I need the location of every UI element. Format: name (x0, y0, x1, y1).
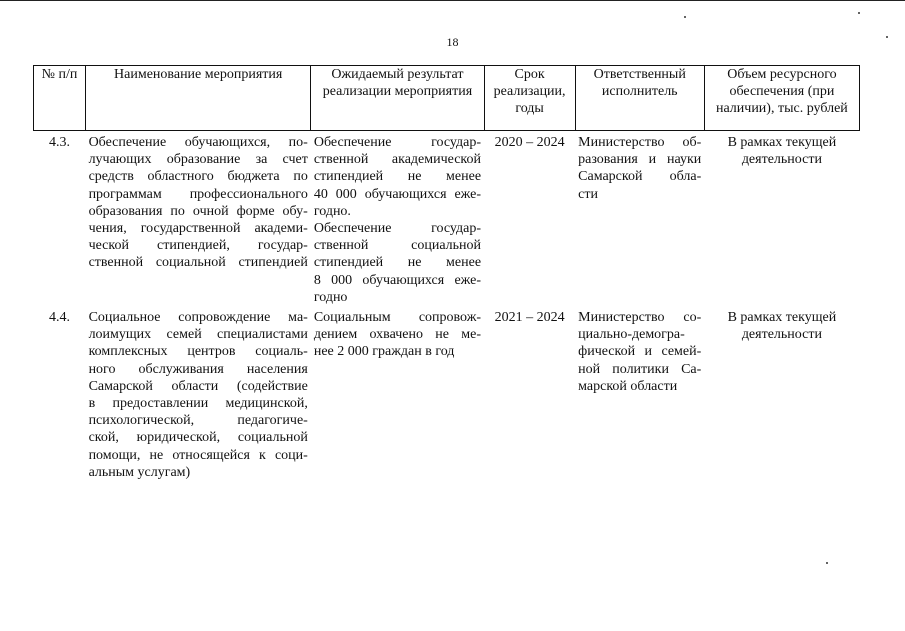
scan-speck (858, 12, 860, 14)
text-line: Обеспечение государ- (313, 135, 482, 150)
text-line: ного обслуживания населения (88, 361, 308, 377)
text-line: ной политики Са- (578, 361, 702, 377)
text-line: чения, государственной академи- (88, 221, 308, 237)
page-number: 18 (446, 35, 459, 49)
text-line: альным услугам) (88, 464, 191, 480)
text-line: фической и семей- (578, 344, 702, 360)
text-line: годно (313, 289, 348, 305)
text-line: комплексных центров социаль- (88, 344, 308, 360)
text-line: в предоставлении медицинской, (88, 396, 308, 412)
text-line: ственной социальной стипендией (88, 255, 308, 271)
row-result (311, 306, 484, 481)
text-line: помощи, не относящейся к соци- (88, 447, 308, 463)
row-name (86, 306, 311, 481)
text-line: деятельности (741, 327, 822, 343)
text-line: ской, юридической, социальной (88, 430, 308, 446)
table-row (34, 131, 860, 307)
row-resources (704, 306, 859, 481)
text-line: ственной академической (313, 152, 482, 168)
text-line: деятельности (741, 152, 822, 168)
header-term: Срок реализации, годы (484, 66, 575, 131)
row-number: 4.3. (49, 135, 71, 150)
text-line: образования по очной форме обу- (88, 203, 308, 219)
table-row (34, 306, 860, 481)
text-line: сти (578, 186, 598, 202)
row-resources (704, 131, 859, 307)
row-executor (575, 131, 704, 307)
text-line: Обеспечение государ- (313, 221, 482, 237)
text-line: В рамках текущей (727, 310, 837, 326)
text-line: ческой стипендией, государ- (88, 238, 308, 254)
text-line: лучающих образование за счет (88, 152, 308, 168)
text-line: годно. (313, 203, 351, 219)
text-line: марской области (578, 378, 678, 394)
text-line: Самарской обла- (578, 169, 702, 185)
text-line: Социальным сопровож- (313, 310, 482, 326)
row-executor (575, 306, 704, 481)
text-line: Министерство со- (578, 310, 702, 326)
text-line: средств областного бюджета по (88, 169, 308, 185)
text-line: циально-демогра- (578, 327, 685, 343)
header-executor: Ответственный исполнитель (575, 66, 704, 131)
text-line: Социальное сопровождение ма- (88, 310, 308, 326)
header-number: № п/п (34, 66, 86, 131)
text-line: Министерство об- (578, 135, 702, 150)
text-line: стипендией не менее (313, 169, 482, 185)
row-result (311, 131, 484, 307)
text-line: дением охвачено не ме- (313, 327, 482, 343)
text-line: 40 000 обучающихся еже- (313, 186, 482, 202)
text-line: разования и науки (578, 152, 702, 168)
row-number: 4.4. (49, 310, 71, 326)
text-line: лоимущих семей специалистами (88, 327, 308, 343)
text-line: ственной социальной (313, 238, 482, 254)
text-line: Самарской области (содействие (88, 378, 308, 394)
text-line: программам профессионального (88, 186, 308, 202)
measures-table (33, 65, 860, 481)
table-header-row (34, 66, 860, 131)
header-resources: Объем ресурсного обеспечения (при наличии), тыс. рублей (704, 66, 859, 131)
text-line: Обеспечение обучающихся, по- (88, 135, 308, 150)
row-term: 2021 – 2024 (494, 310, 565, 326)
scan-top-edge (0, 0, 905, 1)
scan-speck (684, 16, 686, 18)
scan-speck (826, 562, 828, 564)
header-name: Наименование мероприятия (86, 66, 311, 131)
text-line: нее 2 000 граждан в год (313, 344, 455, 360)
row-name (86, 131, 311, 307)
text-line: стипендией не менее (313, 255, 482, 271)
row-term: 2020 – 2024 (494, 135, 565, 150)
text-line: психологической, педагогиче- (88, 413, 308, 429)
header-result: Ожидаемый результат реализации мероприятия (311, 66, 484, 131)
text-line: 8 000 обучающихся еже- (313, 272, 482, 288)
text-line: В рамках текущей (727, 135, 837, 150)
